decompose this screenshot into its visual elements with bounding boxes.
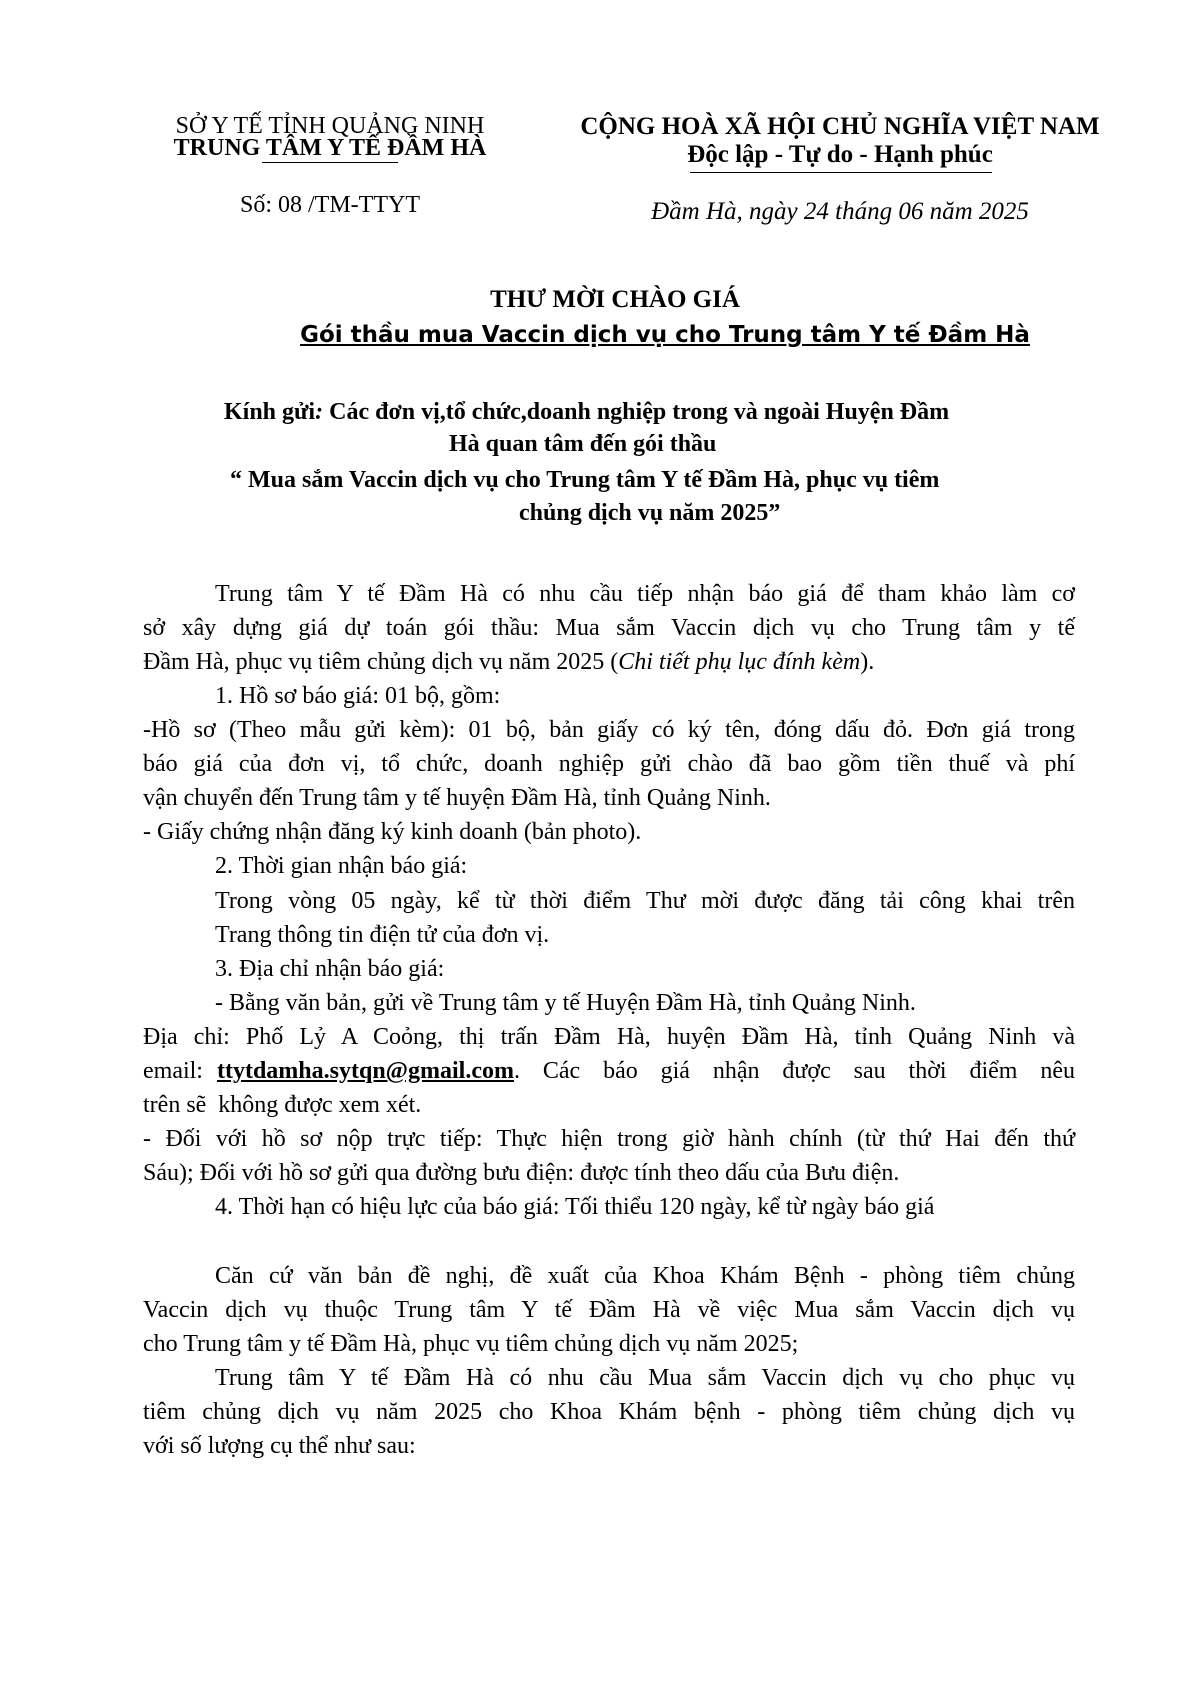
recipient-label: Kính gửi: [224, 399, 316, 425]
item3-address: Địa chỉ: Phố Lỷ A Coỏng, thị trấn Đầm Hà, huyện Đầm Hà, tỉnh Quảng Ninh và: [143, 1024, 1075, 1050]
p1-line3-italic: Chi tiết phụ lục đính kèm: [618, 649, 861, 675]
item3-b-line1: - Đối với hồ sơ nộp trực tiếp: Thực hiện trong giờ hành chính (từ thứ Hai đến thứ: [143, 1126, 1075, 1152]
p2-line1: Căn cứ văn bản đề nghị, đề xuất của Khoa Khám Bệnh - phòng tiêm chủng: [215, 1263, 1075, 1289]
item2-line2: Trang thông tin điện tử của đơn vị.: [215, 922, 550, 948]
recipient-line1: [224, 397, 949, 427]
recipient-line2: Hà quan tâm đến gói thầu: [449, 431, 717, 457]
item3-heading: 3. Địa chỉ nhận báo giá:: [215, 956, 445, 982]
document-title: THƯ MỜI CHÀO GIÁ: [490, 286, 740, 313]
issuer-department: SỞ Y TẾ TỈNH QUẢNG NINH: [175, 113, 485, 139]
p1-line1: Trung tâm Y tế Đầm Hà có nhu cầu tiếp nhận báo giá để tham khảo làm cơ: [215, 581, 1075, 607]
issuer-underline: [262, 162, 398, 163]
item2-line1: Trong vòng 05 ngày, kể từ thời điểm Thư mời được đăng tải công khai trên: [215, 888, 1075, 914]
item1-a-line1: -Hồ sơ (Theo mẫu gửi kèm): 01 bộ, bản giấy có ký tên, đóng dấu đỏ. Đơn giá trong: [143, 717, 1075, 743]
item1-b: - Giấy chứng nhận đăng ký kinh doanh (bản photo).: [143, 819, 642, 845]
place-and-date: Đầm Hà, ngày 24 tháng 06 năm 2025: [651, 198, 1029, 225]
recipient-colon: :: [315, 399, 324, 425]
issuer-organization: TRUNG TÂM Y TẾ ĐẦM HÀ: [173, 135, 487, 161]
item3-last-line: trên sẽ không được xem xét.: [143, 1092, 422, 1118]
p1-line3-text: Đầm Hà, phục vụ tiêm chủng dịch vụ năm 2025 (: [143, 649, 619, 675]
p2-line2: Vaccin dịch vụ thuộc Trung tâm Y tế Đầm Hà về việc Mua sắm Vaccin dịch vụ: [143, 1297, 1075, 1323]
item3-email-line: [143, 1054, 1075, 1089]
recipient-line3: “ Mua sắm Vaccin dịch vụ cho Trung tâm Y tế Đầm Hà, phục vụ tiêm: [230, 467, 940, 493]
item1-heading: 1. Hồ sơ báo giá: 01 bộ, gồm:: [215, 683, 501, 709]
recipient-text-1: Các đơn vị,tổ chức,doanh nghiệp trong và ngoài Huyện Đầm: [323, 399, 950, 425]
document-number: Số: 08 /TM-TTYT: [240, 192, 420, 218]
document-subtitle: Gói thầu mua Vaccin dịch vụ cho Trung tâm Y tế Đầm Hà: [300, 322, 1030, 348]
email-address[interactable]: ttytdamha.sytqn@gmail.com: [216, 1058, 514, 1084]
item2-heading: 2. Thời gian nhận báo giá:: [215, 853, 468, 879]
p3-line2: tiêm chủng dịch vụ năm 2025 cho Khoa Khám bệnh - phòng tiêm chủng dịch vụ: [143, 1399, 1075, 1425]
p3-line3: với số lượng cụ thể như sau:: [143, 1433, 416, 1459]
national-motto: Độc lập - Tự do - Hạnh phúc: [687, 141, 993, 168]
p1-line2: sở xây dựng giá dự toán gói thầu: Mua sắm Vaccin dịch vụ cho Trung tâm y tế: [143, 615, 1075, 641]
p2-line3: cho Trung tâm y tế Đầm Hà, phục vụ tiêm chủng dịch vụ năm 2025;: [143, 1331, 799, 1357]
p1-line3: [143, 645, 874, 680]
motto-underline: [690, 172, 992, 173]
national-title: CỘNG HOÀ XÃ HỘI CHỦ NGHĨA VIỆT NAM: [580, 113, 1100, 140]
p1-line3-end: ).: [860, 649, 875, 675]
item3-b-line2: Sáu); Đối với hồ sơ gửi qua đường bưu điện: được tính theo dấu của Bưu điện.: [143, 1160, 900, 1186]
item3-a: - Bằng văn bản, gửi về Trung tâm y tế Huyện Đầm Hà, tỉnh Quảng Ninh.: [215, 990, 916, 1016]
email-after-text: . Các báo giá nhận được sau thời điểm nêu: [513, 1058, 1075, 1084]
item1-a-line2: báo giá của đơn vị, tổ chức, doanh nghiệp gửi chào đã bao gồm tiền thuế và phí: [143, 751, 1075, 777]
item4-heading: 4. Thời hạn có hiệu lực của báo giá: Tối thiểu 120 ngày, kể từ ngày báo giá: [215, 1194, 935, 1220]
email-label: email:: [143, 1058, 209, 1084]
item1-a-line3: vận chuyển đến Trung tâm y tế huyện Đầm Hà, tỉnh Quảng Ninh.: [143, 785, 771, 811]
p3-line1: Trung tâm Y tế Đầm Hà có nhu cầu Mua sắm Vaccin dịch vụ cho phục vụ: [215, 1365, 1075, 1391]
recipient-line4: chủng dịch vụ năm 2025”: [519, 500, 781, 526]
